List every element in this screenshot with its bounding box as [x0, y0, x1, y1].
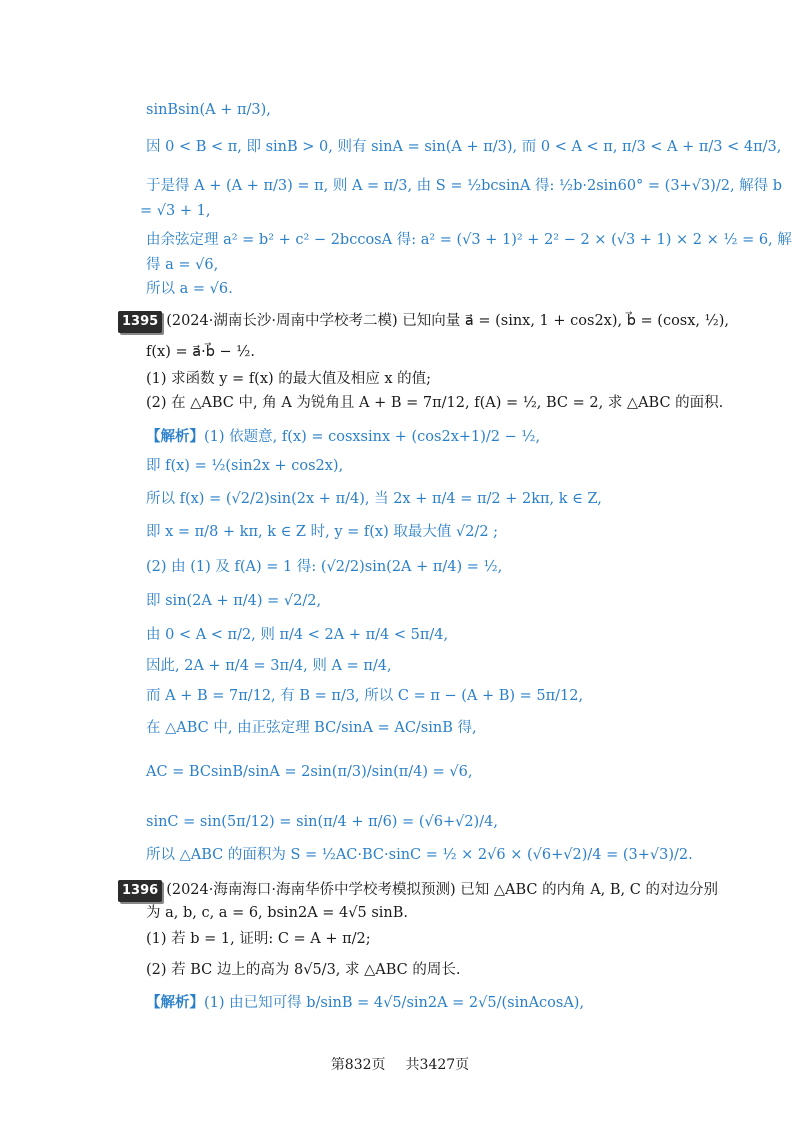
solution-line: sinC = sin(5π/12) = sin(π/4 + π/6) = (√6+√2)/4,: [146, 814, 498, 830]
problem-header: [118, 880, 740, 902]
problem-line: f(x) = a⃗·b⃗ − ½.: [146, 344, 255, 360]
solution-line: 因 0 < B < π, 即 sinB > 0, 则有 sinA = sin(A + π/3), 而 0 < A < π, π/3 < A + π/3 < 4π/3,: [146, 139, 782, 155]
solution-line: 即 sin(2A + π/4) = √2/2,: [146, 593, 322, 609]
problem-source: (2024·海南海口·海南华侨中学校考模拟预测) 已知 △ABC 的内角 A, B, C 的对边分别: [166, 882, 718, 898]
problem-number: 1396: [118, 880, 162, 902]
solution-tag: 【解析】: [146, 428, 204, 445]
solution-line: 于是得 A + (A + π/3) = π, 则 A = π/3, 由 S = ½bcsinA 得: ½b·2sin60° = (3+√3)/2, 解得 b: [146, 178, 783, 194]
solution-line: 而 A + B = 7π/12, 有 B = π/3, 所以 C = π − (A + B) = 5π/12,: [146, 688, 584, 704]
solution-line: 因此, 2A + π/4 = 3π/4, 则 A = π/4,: [146, 658, 392, 674]
problem-header: [118, 311, 740, 333]
problem-line: (1) 求函数 y = f(x) 的最大值及相应 x 的值;: [146, 371, 432, 387]
solution-line: 由余弦定理 a² = b² + c² − 2bccosA 得: a² = (√3 + 1)² + 2² − 2 × (√3 + 1) × 2 × ½ = 6, 解: [146, 232, 792, 248]
problem-source: (2024·湖南长沙·周南中学校考二模) 已知向量 a⃗ = (sinx, 1 + cos2x), b⃗ = (cosx, ½),: [166, 313, 729, 329]
solution-line: AC = BCsinB/sinA = 2sin(π/3)/sin(π/4) = √6,: [146, 764, 473, 780]
solution-line: 【解析】(1) 由已知可得 b/sinB = 4√5/sin2A = 2√5/(sinAcosA),: [146, 994, 585, 1011]
solution-line: 即 x = π/8 + kπ, k ∈ Z 时, y = f(x) 取最大值 √2/2 ;: [146, 524, 499, 540]
solution-line: 得 a = √6,: [146, 257, 219, 273]
problem-line: 为 a, b, c, a = 6, bsin2A = 4√5 sinB.: [146, 905, 409, 921]
solution-tag: 【解析】: [146, 994, 204, 1011]
solution-line: (2) 由 (1) 及 f(A) = 1 得: (√2/2)sin(2A + π/4) = ½,: [146, 559, 503, 575]
problem-number: 1395: [118, 311, 162, 333]
solution-line: 所以 f(x) = (√2/2)sin(2x + π/4), 当 2x + π/4 = π/2 + 2kπ, k ∈ Z,: [146, 491, 602, 507]
solution-line: 由 0 < A < π/2, 则 π/4 < 2A + π/4 < 5π/4,: [146, 627, 449, 643]
solution-line: = √3 + 1,: [140, 203, 211, 219]
total-pages: 共3427页: [405, 1057, 470, 1073]
solution-line: 在 △ABC 中, 由正弦定理 BC/sinA = AC/sinB 得,: [146, 720, 477, 736]
solution-line: 【解析】(1) 依题意, f(x) = cosxsinx + (cos2x+1)/2 − ½,: [146, 428, 541, 445]
solution-line: 所以 a = √6.: [146, 281, 233, 297]
solution-line: 即 f(x) = ½(sin2x + cos2x),: [146, 458, 344, 474]
page-footer: [0, 1054, 800, 1074]
problem-line: (2) 在 △ABC 中, 角 A 为锐角且 A + B = 7π/12, f(A) = ½, BC = 2, 求 △ABC 的面积.: [146, 395, 724, 411]
problem-line: (1) 若 b = 1, 证明: C = A + π/2;: [146, 931, 371, 947]
problem-line: (2) 若 BC 边上的高为 8√5/3, 求 △ABC 的周长.: [146, 962, 461, 978]
solution-line: 所以 △ABC 的面积为 S = ½AC·BC·sinC = ½ × 2√6 × (√6+√2)/4 = (3+√3)/2.: [146, 847, 693, 863]
solution-line: sinBsin(A + π/3),: [146, 102, 271, 118]
page-number: 第832页: [330, 1057, 386, 1073]
